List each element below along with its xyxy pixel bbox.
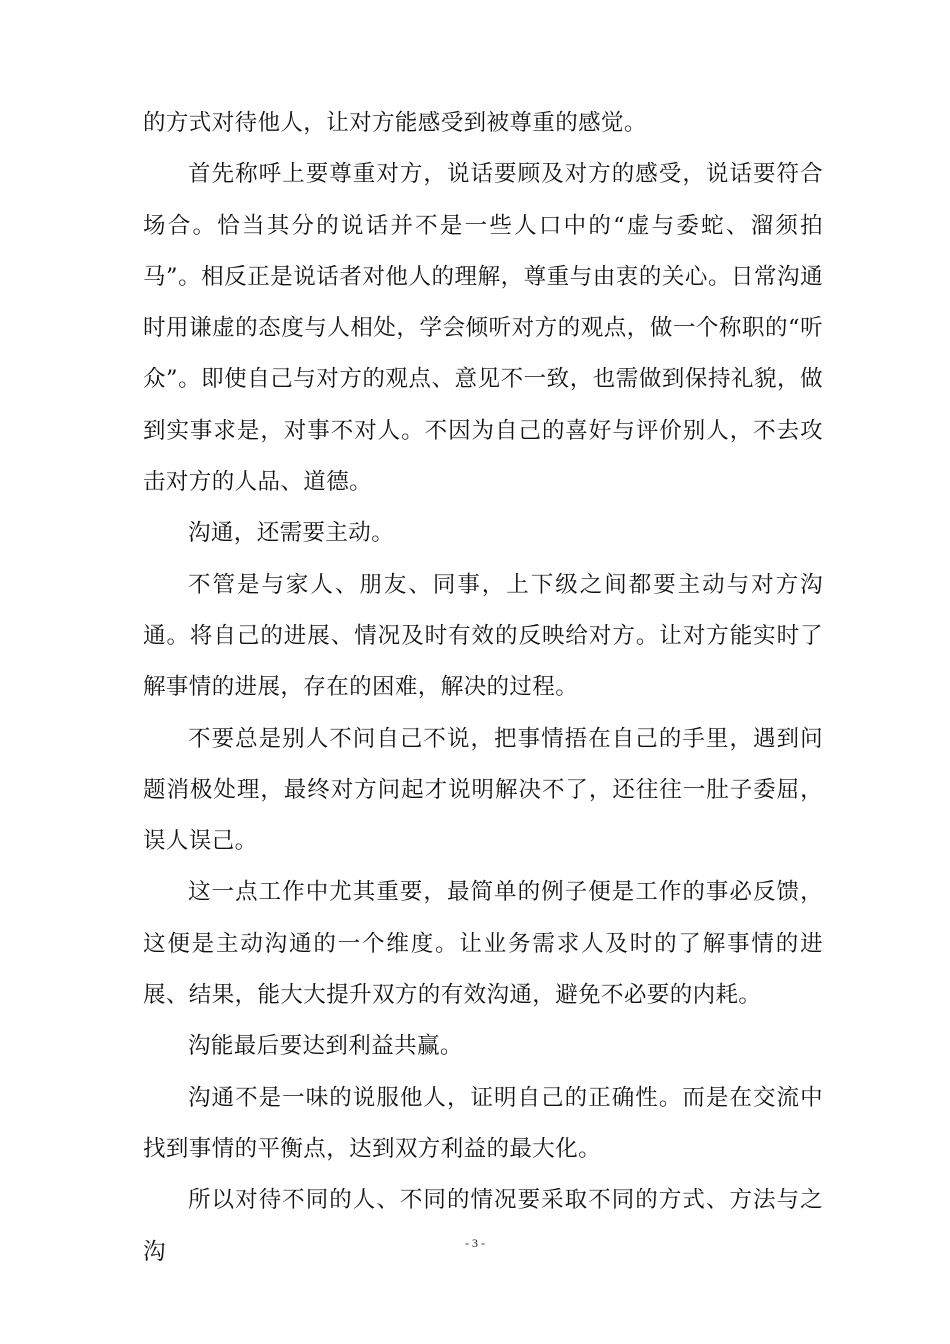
page-number: - 3 - — [465, 1236, 485, 1250]
paragraph-2: 首先称呼上要尊重对方，说话要顾及对方的感受，说话要符合场合。恰当其分的说话并不是一些人口中的“虚与委蛇、溜须拍马”。相反正是说话者对他人的理解，尊重与由衷的关心。日常沟通时用谦虚的态度与人相处，学会倾听对方的观点，做一个称职的“听众”。即使自己与对方的观点、意见不一致，也需做到保持礼貌，做到实事求是，对事不对人。不因为自己的喜好与评价别人，不去攻击对方的人品、道德。 — [143, 161, 823, 496]
paragraph-4: 不管是与家人、朋友、同事，上下级之间都要主动与对方沟通。将自己的进展、情况及时有效的反映给对方。让对方能实时了解事情的进展，存在的困难，解决的过程。 — [143, 571, 823, 701]
paragraph-8: 沟通不是一味的说服他人，证明自己的正确性。而是在交流中找到事情的平衡点，达到双方利益的最大化。 — [143, 1084, 823, 1162]
document-body — [143, 98, 823, 1278]
paragraph-7: 沟能最后要达到利益共赢。 — [188, 1033, 463, 1060]
paragraph-6: 这一点工作中尤其重要，最简单的例子便是工作的事必反馈，这便是主动沟通的一个维度。让业务需求人及时的了解事情的进展、结果，能大大提升双方的有效沟通，避免不必要的内耗。 — [143, 879, 823, 1009]
paragraph-1: 的方式对待他人，让对方能感受到被尊重的感觉。 — [143, 110, 647, 136]
paragraph-3: 沟通，还需要主动。 — [188, 520, 395, 547]
paragraph-9: 所以对待不同的人、不同的情况要采取不同的方式、方法与之沟 — [143, 1187, 823, 1265]
paragraph-5: 不要总是别人不问自己不说，把事情捂在自己的手里，遇到问题消极处理，最终对方问起才说明解决不了，还往往一肚子委屈，误人误己。 — [143, 725, 823, 855]
